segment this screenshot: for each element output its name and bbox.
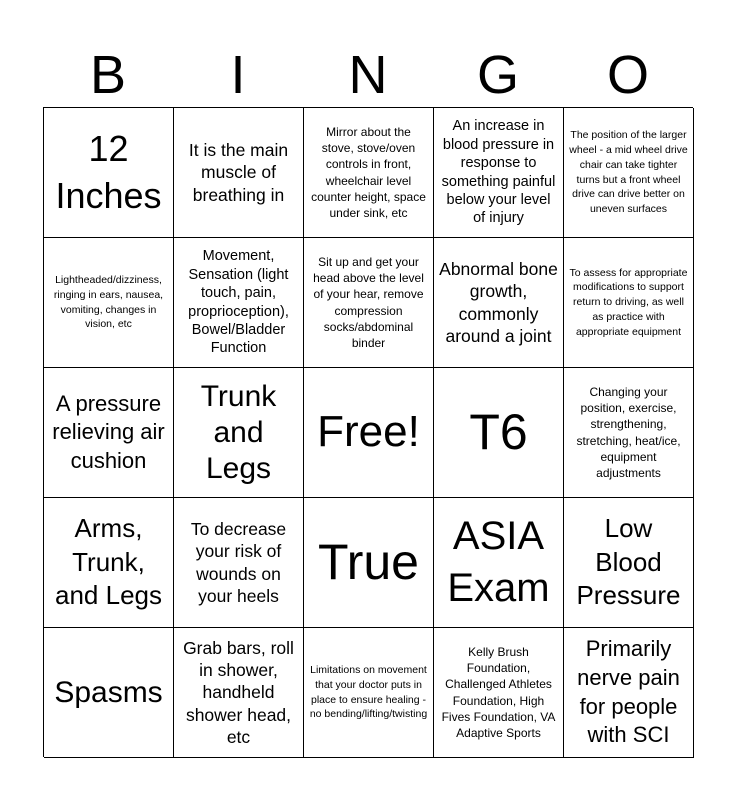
bingo-cell-r5-c2[interactable] bbox=[174, 628, 304, 758]
bingo-cell-r2-c2[interactable] bbox=[174, 238, 304, 368]
bingo-cell-r2-c3[interactable] bbox=[304, 238, 434, 368]
bingo-grid bbox=[43, 107, 693, 757]
bingo-cell-r2-c5[interactable] bbox=[564, 238, 694, 368]
cell-text: Limitations on movement that your doctor puts in place to ensure healing - no bending/lifting/twisting bbox=[309, 664, 428, 721]
bingo-cell-r1-c3[interactable] bbox=[304, 108, 434, 238]
bingo-cell-r5-c5[interactable] bbox=[564, 628, 694, 758]
bingo-cell-r1-c2[interactable] bbox=[174, 108, 304, 238]
cell-text: Kelly Brush Foundation, Challenged Athletes Foundation, High Fives Foundation, VA Adaptive Sports bbox=[441, 644, 556, 740]
bingo-cell-r3-c4[interactable] bbox=[434, 368, 564, 498]
cell-text: Abnormal bone growth, commonly around a joint bbox=[439, 258, 558, 346]
cell-text: Mirror about the stove, stove/oven controls in front, wheelchair level counter height, space under sink, etc bbox=[311, 124, 426, 220]
cell-text: A pressure relieving air cushion bbox=[52, 390, 165, 473]
bingo-cell-r5-c3[interactable] bbox=[304, 628, 434, 758]
bingo-cell-r1-c5[interactable] bbox=[564, 108, 694, 238]
cell-text: T6 bbox=[469, 403, 528, 460]
bingo-cell-r4-c2[interactable] bbox=[174, 498, 304, 628]
header-letter-n: N bbox=[348, 45, 388, 105]
bingo-cell-r4-c5[interactable] bbox=[564, 498, 694, 628]
bingo-cell-r4-c3[interactable] bbox=[304, 498, 434, 628]
header-letter-g: G bbox=[476, 45, 519, 105]
header-letter-i: I bbox=[230, 45, 246, 105]
cell-text: Arms, Trunk, and Legs bbox=[55, 512, 162, 611]
bingo-cell-r3-c1[interactable] bbox=[44, 368, 174, 498]
header-letter-b: B bbox=[89, 45, 127, 105]
cell-text: ASIA Exam bbox=[447, 514, 550, 610]
cell-text: Movement, Sensation (light touch, pain, proprioception), Bowel/Bladder Function bbox=[188, 248, 289, 357]
bingo-cell-r1-c4[interactable] bbox=[434, 108, 564, 238]
cell-text: It is the main muscle of breathing in bbox=[188, 139, 289, 205]
bingo-cell-r5-c1[interactable] bbox=[44, 628, 174, 758]
bingo-cell-r3-c2[interactable] bbox=[174, 368, 304, 498]
free-space: Free! bbox=[317, 407, 420, 457]
cell-text: Primarily nerve pain for people with SCI bbox=[577, 636, 680, 748]
cell-text: To assess for appropriate modifications to support return to driving, as well as practice with appropriate equipment bbox=[569, 266, 688, 338]
cell-text: An increase in blood pressure in response to something painful below your level of injury bbox=[441, 118, 556, 227]
bingo-cell-r1-c1[interactable] bbox=[44, 108, 174, 238]
cell-text: Sit up and get your head above the level of your hear, remove compression socks/abdominal binder bbox=[313, 254, 424, 350]
bingo-cell-r2-c1[interactable] bbox=[44, 238, 174, 368]
bingo-cell-r3-c3[interactable] bbox=[304, 368, 434, 498]
cell-text: Grab bars, roll in shower, handheld shower head, etc bbox=[183, 637, 294, 748]
bingo-cell-r5-c4[interactable] bbox=[434, 628, 564, 758]
bingo-header bbox=[43, 42, 693, 108]
bingo-cell-r4-c4[interactable] bbox=[434, 498, 564, 628]
cell-text: Trunk and Legs bbox=[200, 379, 277, 485]
cell-text: The position of the larger wheel - a mid wheel drive chair can take tighter turns but a front wheel drive can drive better on uneven surfaces bbox=[569, 129, 688, 215]
cell-text: Lightheaded/dizziness, ringing in ears, nausea, vomiting, changes in vision, etc bbox=[53, 274, 164, 331]
cell-text: Spasms bbox=[54, 675, 163, 709]
cell-text: 12 Inches bbox=[55, 128, 162, 216]
cell-text: To decrease your risk of wounds on your heels bbox=[190, 518, 287, 606]
cell-text: Changing your position, exercise, strengthening, stretching, heat/ice, equipment adjustments bbox=[576, 384, 681, 480]
bingo-cell-r4-c1[interactable] bbox=[44, 498, 174, 628]
cell-text: Low Blood Pressure bbox=[576, 512, 681, 611]
cell-text: True bbox=[318, 533, 419, 590]
bingo-cell-r2-c4[interactable] bbox=[434, 238, 564, 368]
header-letter-o: O bbox=[606, 45, 649, 105]
bingo-cell-r3-c5[interactable] bbox=[564, 368, 694, 498]
